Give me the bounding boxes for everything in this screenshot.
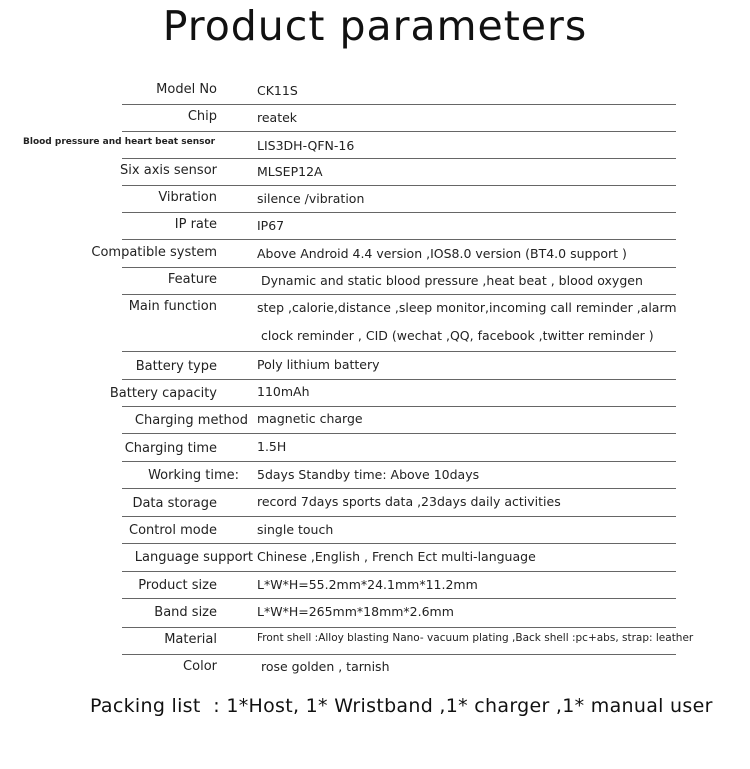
divider (122, 185, 676, 186)
param-label: Language support (134, 550, 253, 565)
param-label: Battery type (135, 359, 217, 374)
divider (122, 598, 676, 599)
param-label: Material (164, 632, 217, 647)
divider (122, 571, 676, 572)
param-value: magnetic charge (257, 411, 363, 426)
param-value: L*W*H=55.2mm*24.1mm*11.2mm (257, 577, 478, 592)
packing-list: Packing list : 1*Host, 1* Wristband ,1* charger ,1* manual user (90, 695, 713, 717)
param-label: Data storage (132, 496, 217, 511)
param-label: Working time: (148, 468, 239, 483)
param-label: Control mode (129, 523, 217, 538)
param-value: LIS3DH-QFN-16 (257, 138, 355, 153)
param-label: Chip (187, 109, 217, 124)
param-value: single touch (257, 522, 334, 537)
param-value: step ,calorie,distance ,sleep monitor,incoming call reminder ,alarm (257, 300, 677, 315)
param-value: 5days Standby time: Above 10days (257, 467, 480, 482)
param-value-continued: clock reminder , CID (wechat ,QQ, facebook ,twitter reminder ) (257, 328, 654, 343)
divider (122, 433, 676, 434)
param-label: Charging time (124, 441, 217, 456)
param-value: Dynamic and static blood pressure ,heat beat , blood oxygen (257, 273, 643, 288)
param-label: Compatible system (91, 245, 217, 260)
param-label: Color (183, 659, 217, 674)
divider (122, 488, 676, 489)
param-label: Feature (167, 272, 217, 287)
param-value: MLSEP12A (257, 164, 323, 179)
divider (122, 461, 676, 462)
divider (122, 627, 676, 628)
divider (122, 267, 676, 268)
divider (122, 158, 676, 159)
divider (122, 654, 676, 655)
param-value: L*W*H=265mm*18mm*2.6mm (257, 604, 454, 619)
divider (122, 516, 676, 517)
param-value: CK11S (257, 83, 298, 98)
param-value: 1.5H (257, 439, 287, 454)
param-label: Charging method (134, 413, 248, 428)
page-title: Product parameters (162, 2, 588, 50)
divider (122, 212, 676, 213)
param-label: IP rate (174, 217, 217, 232)
param-label: Product size (138, 578, 217, 593)
param-label: Band size (154, 605, 217, 620)
param-value: record 7days sports data ,23days daily activities (257, 494, 561, 509)
param-value: silence /vibration (257, 191, 365, 206)
param-value: Front shell :Alloy blasting Nano- vacuum plating ,Back shell :pc+abs, strap: leather (257, 632, 694, 644)
divider (122, 131, 676, 132)
param-label: Main function (128, 299, 217, 314)
param-label: Model No (156, 82, 217, 97)
param-label: Blood pressure and heart beat sensor (23, 137, 216, 147)
param-value: Above Android 4.4 version ,IOS8.0 version (BT4.0 support ) (257, 246, 627, 261)
divider (122, 379, 676, 380)
param-value: 110mAh (257, 384, 310, 399)
param-value: Chinese ,English , French Ect multi-language (257, 549, 536, 564)
divider (122, 406, 676, 407)
divider (122, 351, 676, 352)
divider (122, 543, 676, 544)
divider (122, 294, 676, 295)
param-value: rose golden , tarnish (257, 659, 390, 674)
param-label: Vibration (158, 190, 217, 205)
param-value: IP67 (257, 218, 285, 233)
divider (122, 104, 676, 105)
param-value: reatek (257, 110, 298, 125)
param-label: Six axis sensor (120, 163, 217, 178)
divider (122, 239, 676, 240)
param-value: Poly lithium battery (257, 357, 380, 372)
param-label: Battery capacity (109, 386, 217, 401)
